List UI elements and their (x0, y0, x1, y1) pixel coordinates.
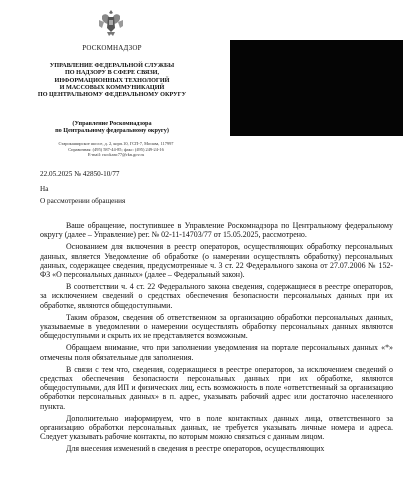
body-paragraph: В соответствии ч. 4 ст. 22 Федерального закона сведения, содержащиеся в реестре операторов, за исключением сведений о средствах обеспечения безопасности персональных данных при их обработке, являются общедоступными. (40, 282, 393, 310)
letter-body (40, 221, 393, 457)
org-email: E-mail: rsockanc77@rkn.gov.ru (87, 152, 145, 158)
org-phone-fax: Справочная: (495) 587-44-85; факс: (495) 249-24-16 (68, 146, 164, 152)
body-paragraph: Основанием для включения в реестр операторов, осуществляющих обработку персональных данных, является Уведомление об обработке (о намерении осуществлять обработку) персональных данных, содержащее сведения, предусмотренные ч. 3 ст. 22 Федерального закона от 27.07.2006 № 152-ФЗ «О персональных данных» (далее – Федеральный закон). (40, 242, 393, 280)
double-headed-eagle-emblem-icon (98, 8, 124, 38)
redacted-recipient-block (230, 40, 403, 136)
body-paragraph: Ваше обращение, поступившее в Управление Роскомнадзора по Центральному федеральному округу (далее – Управление) рег. № 02-11-14703/77 от 15.05.2025, рассмотрено. (40, 221, 393, 240)
org-full-name: УПРАВЛЕНИЕ ФЕДЕРАЛЬНОЙ СЛУЖБЫ ПО НАДЗОРУ В СФЕРЕ СВЯЗИ, ИНФОРМАЦИОННЫХ ТЕХНОЛОГИЙ И МАССОВЫХ КОММУНИКАЦИЙ ПО ЦЕНТРАЛЬНОМУ ФЕДЕРАЛЬНОМУ ОКРУГУ (37, 62, 187, 99)
org-address: Старокаширское шоссе, д. 2, корп.10, ГСП-7, Москва, 117997 (58, 141, 174, 146)
body-paragraph: В связи с тем что, сведения, содержащиеся в реестре операторов, за исключением сведений о средствах обеспечения безопасности персональных данных при их обработке, являются общедоступными, для ИП и физических лиц, есть возможность в поле «ответственный за организацию обработки персональных данных» в п. адрес, указывать рабочий адрес или достаточно населенного пункта. (40, 364, 393, 411)
org-contacts (30, 141, 202, 158)
org-short-name: РОСКОМНАДЗОР (82, 44, 142, 52)
body-paragraph: Таким образом, сведения об ответственном за организацию обработки персональных данных, указываемые в уведомлении о намерении осуществлять обработку персональных данных являются общедоступными и скрыть их не представляется возможным. (40, 312, 393, 341)
letter-date-number: 22.05.2025 № 42850-10/77 (40, 170, 120, 178)
body-paragraph: Для внесения изменений в сведения в реестре операторов, осуществляющих (66, 444, 325, 454)
body-paragraph: Дополнительно информируем, что в поле контактных данных лица, ответственного за организацию обработки персональных данных, не требуется указывать личные номера и адреса. Следует указывать рабочие контакты, по которым можно связаться с данным лицом. (40, 413, 393, 442)
org-abbreviated-name: (Управление Роскомнадзора по Центральному федеральному округу) (55, 120, 169, 135)
letter-in-reply-to: На (40, 185, 49, 193)
body-paragraph: Обращаем внимание, что при заполнении уведомления на портале персональных данных «*» отмечены поля обязательные для заполнения. (40, 343, 393, 362)
letter-subject: О рассмотрении обращения (40, 197, 126, 205)
